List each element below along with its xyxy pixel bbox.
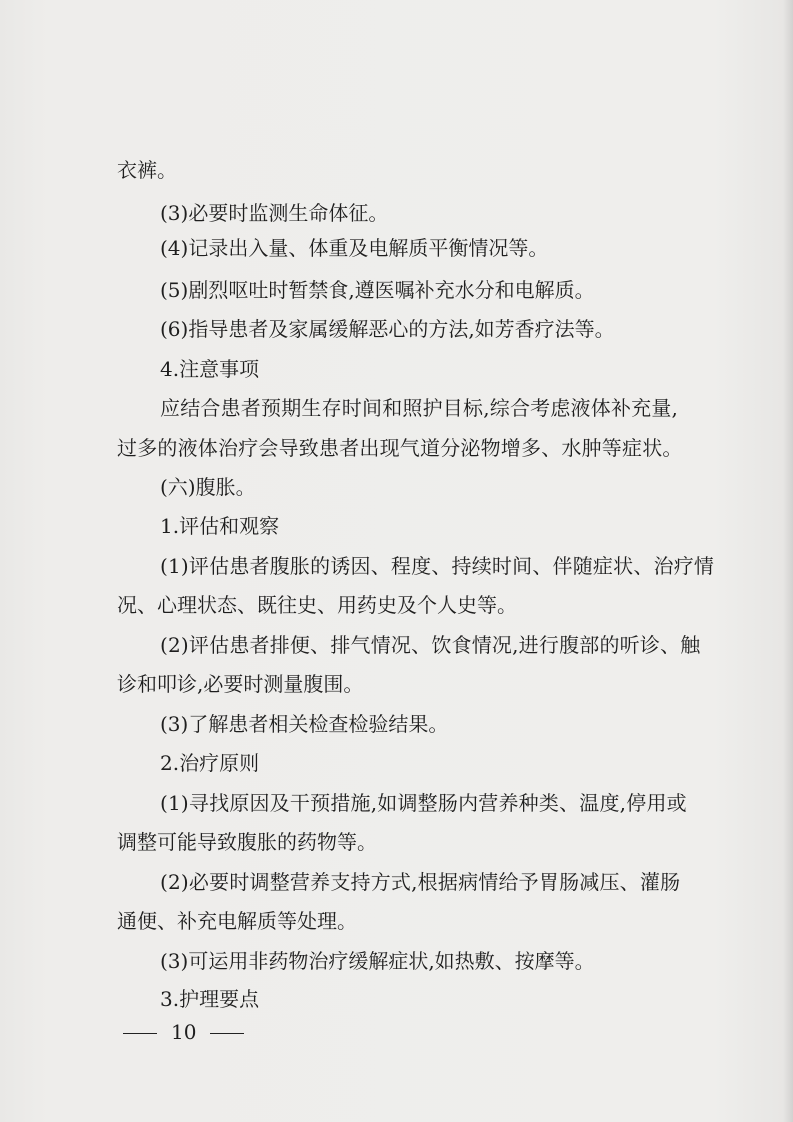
page-number-dash xyxy=(123,1033,157,1034)
list-item-continued: 通便、补充电解质等处理。 xyxy=(117,909,357,933)
text-line: 衣裤。 xyxy=(117,158,177,182)
list-item: (6)指导患者及家属缓解恶心的方法,如芳香疗法等。 xyxy=(160,317,615,341)
page-number-dash xyxy=(210,1033,244,1034)
list-item: (2)评估患者排便、排气情况、饮食情况,进行腹部的听诊、触 xyxy=(160,633,701,657)
section-heading: 3.护理要点 xyxy=(160,987,260,1011)
list-item-continued: 况、心理状态、既往史、用药史及个人史等。 xyxy=(117,593,517,617)
list-item-continued: 调整可能导致腹胀的药物等。 xyxy=(117,830,377,854)
page-edge-shadow xyxy=(783,0,793,1122)
list-item: (5)剧烈呕吐时暂禁食,遵医嘱补充水分和电解质。 xyxy=(160,278,595,302)
list-item: (3)可运用非药物治疗缓解症状,如热敷、按摩等。 xyxy=(160,949,595,973)
section-heading: 4.注意事项 xyxy=(160,357,260,381)
list-item-continued: 诊和叩诊,必要时测量腹围。 xyxy=(117,672,364,696)
list-item: (1)寻找原因及干预措施,如调整肠内营养种类、温度,停用或 xyxy=(160,791,687,815)
section-heading: 1.评估和观察 xyxy=(160,514,280,538)
list-item: (3)了解患者相关检查检验结果。 xyxy=(160,712,449,736)
list-item: (3)必要时监测生命体征。 xyxy=(160,201,389,225)
list-item: (4)记录出入量、体重及电解质平衡情况等。 xyxy=(160,236,549,260)
section-heading: (六)腹胀。 xyxy=(160,475,256,499)
page-number-value: 10 xyxy=(171,1020,197,1044)
section-heading: 2.治疗原则 xyxy=(160,751,260,775)
paragraph-line: 应结合患者预期生存时间和照护目标,综合考虑液体补充量, xyxy=(160,396,679,420)
list-item: (2)必要时调整营养支持方式,根据病情给予胃肠减压、灌肠 xyxy=(160,870,681,894)
paragraph-line: 过多的液体治疗会导致患者出现气道分泌物增多、水肿等症状。 xyxy=(117,436,683,460)
list-item: (1)评估患者腹胀的诱因、程度、持续时间、伴随症状、治疗情 xyxy=(160,554,715,578)
page-number xyxy=(117,1020,258,1044)
